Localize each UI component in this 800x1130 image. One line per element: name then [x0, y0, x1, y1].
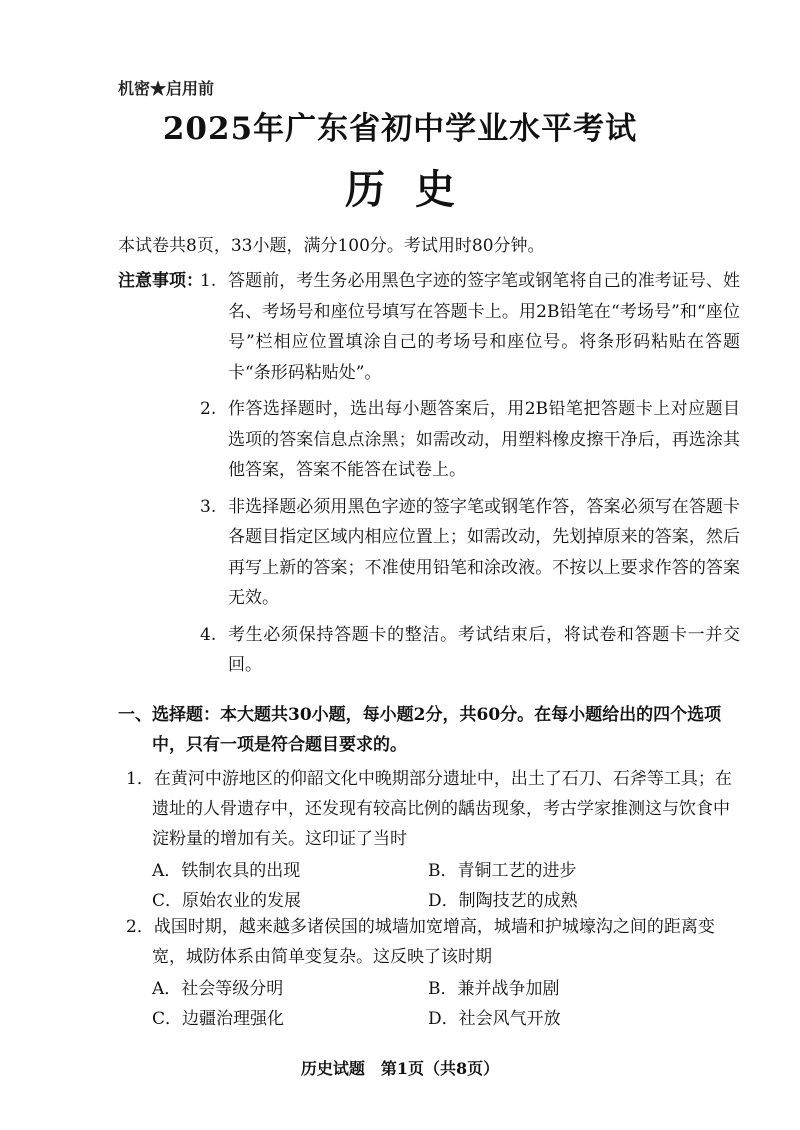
note-number: 3.	[200, 496, 217, 517]
confidential-label: 机密★启用前	[118, 79, 215, 98]
note-number: 1.	[200, 271, 217, 291]
subject-title: 历史	[345, 166, 485, 213]
option-b: B．兼并战争加剧	[428, 979, 560, 999]
section-text: 一、选择题：本大题共30小题，每小题2分，共60分。在每小题给出的四个选项中，只有一项是符合题目要求的。	[118, 705, 722, 755]
note-item	[200, 394, 740, 486]
note-number: 2.	[200, 399, 217, 419]
option-a: A．社会等级分明	[152, 979, 284, 999]
exam-intro: 本试卷共8页，33小题，满分100分。考试用时80分钟。	[118, 236, 545, 256]
note-item	[200, 620, 740, 681]
notes-list	[200, 266, 740, 687]
section-heading	[118, 700, 738, 760]
exam-title: 2025年广东省初中学业水平考试	[162, 111, 638, 147]
option-a: A．铁制农具的出现	[152, 861, 301, 881]
note-text: 作答选择题时，选出每小题答案后，用2B铅笔把答题卡上对应题目选项的答案信息点涂黑；如需改动，用塑料橡皮擦干净后，再选涂其他答案，答案不能答在试卷上。	[228, 399, 740, 480]
note-item	[200, 266, 740, 388]
note-text: 答题前，考生务必用黑色字迹的签字笔或钢笔将自己的准考证号、姓名、考场号和座位号填写在答题卡上。用2B铅笔在“考场号”和“座位号”栏相应位置填涂自己的考场号和座位号。将条形码粘贴在答题卡“条形码粘贴处”。	[228, 271, 740, 383]
option-b: B．青铜工艺的进步	[428, 861, 577, 881]
notes-label: 注意事项：	[118, 271, 203, 291]
page-footer: 历史试题 第1页（共8页）	[300, 1059, 500, 1078]
option-d: D．社会风气开放	[428, 1009, 561, 1029]
option-c: C．原始农业的发展	[152, 891, 302, 911]
options-grid	[126, 974, 738, 1034]
note-text: 非选择题必须用黑色字迹的签字笔或钢笔作答，答案必须写在答题卡各题目指定区域内相应位置上；如需改动，先划掉原来的答案，然后再写上新的答案；不准使用铅笔和涂改液。不按以上要求作答的答案无效。	[228, 496, 740, 608]
note-text: 考生必须保持答题卡的整洁。考试结束后，将试卷和答题卡一并交回。	[228, 624, 740, 675]
question-1	[126, 764, 738, 916]
question-stem: 2．战国时期，越来越多诸侯国的城墙加宽增高，城墙和护城壕沟之间的距离变宽，城防体系由简单变复杂。这反映了该时期	[126, 917, 715, 967]
option-c: C．边疆治理强化	[152, 1009, 285, 1029]
question-2	[126, 912, 738, 1034]
option-d: D．制陶技艺的成熟	[428, 891, 578, 911]
question-stem: 1．在黄河中游地区的仰韶文化中晚期部分遗址中，出土了石刀、石斧等工具；在遗址的人骨遗存中，还发现有较高比例的龋齿现象，考古学家推测这与饮食中淀粉量的增加有关。这印证了当时	[126, 769, 732, 849]
note-item	[200, 492, 740, 614]
note-number: 4.	[200, 624, 217, 645]
options-grid	[126, 856, 738, 916]
